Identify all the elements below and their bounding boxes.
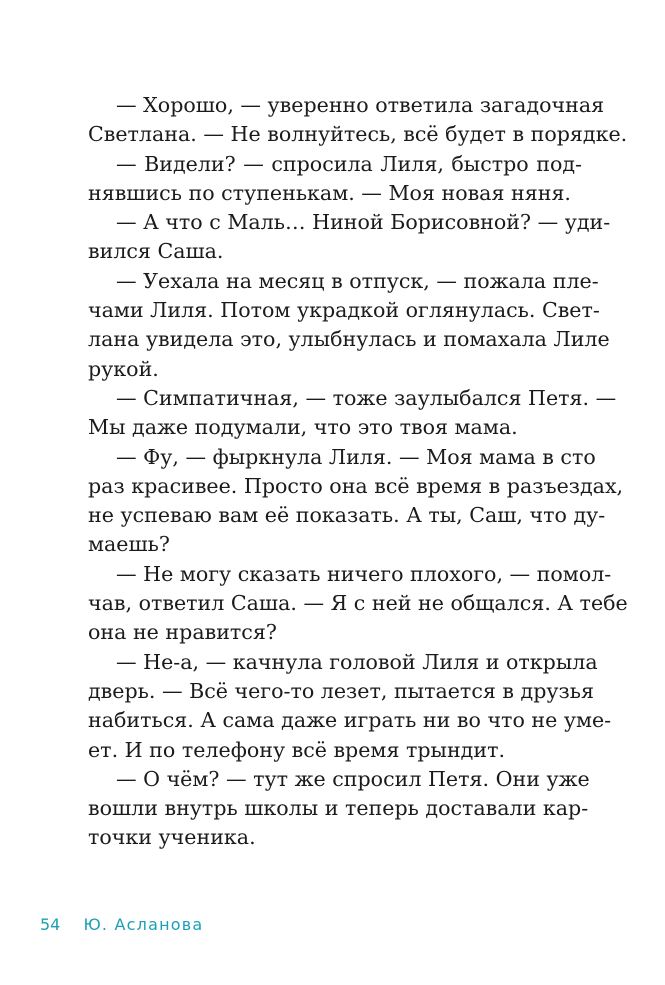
text-line: — Не могу сказать ничего плохого, — помол- [116,561,612,586]
text-line: Мы даже подумали, что это твоя мама. [88,415,518,440]
author-name: Ю. Асланова [83,915,204,934]
text-line: — Не-а, — качнула головой Лиля и открыла [116,649,598,674]
text-line: вился Саша. [88,239,224,264]
page-body [88,91,628,853]
running-footer [40,914,203,936]
text-line: она не нравится? [88,620,277,645]
page-number: 54 [40,915,61,934]
text-line: вошли внутрь школы и теперь доставали кар- [88,796,589,821]
text-line: лана увидела это, улыбнулась и помахала Лиле [88,327,610,352]
text-line: — О чём? — тут же спросил Петя. Они уже [116,766,590,791]
text-line: чами Лиля. Потом украдкой оглянулась. Свет- [88,298,600,323]
text-line: чав, ответил Саша. — Я с ней не общался. А тебе [88,591,628,616]
text-line: — Уехала на месяц в отпуск, — пожала пле- [116,268,599,293]
text-line: точки ученика. [88,825,256,850]
text-line: раз красивее. Просто она всё время в разъездах, [88,473,624,498]
text-line: не успеваю вам её показать. А ты, Саш, что ду- [88,503,606,528]
text-line: маешь? [88,532,170,557]
text-line: дверь. — Всё чего-то лезет, пытается в друзья [88,678,594,703]
text-line: — Фу, — фыркнула Лиля. — Моя мама в сто [116,444,596,469]
text-line: набиться. А сама даже играть ни во что не уме- [88,708,612,733]
text-line: — Симпатичная, — тоже заулыбался Петя. — [116,385,617,410]
text-line: Светлана. — Не волнуйтесь, всё будет в порядке. [88,122,628,147]
text-line: нявшись по ступенькам. — Моя новая няня. [88,180,571,205]
text-line: — Хорошо, — уверенно ответила загадочная [116,93,605,117]
text-line: — А что с Маль… Ниной Борисовной? — уди- [116,210,611,235]
text-line: рукой. [88,356,159,381]
text-line: ет. И по телефону всё время трындит. [88,737,506,762]
text-line: — Видели? — спросила Лиля, быстро под- [116,151,582,176]
